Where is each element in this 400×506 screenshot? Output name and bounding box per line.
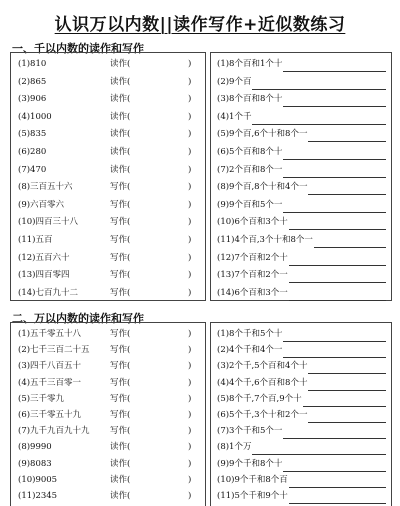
question-row <box>18 423 203 439</box>
question-row <box>18 232 203 248</box>
question-row <box>18 488 203 504</box>
question-number: (4)五千三百零一 <box>18 377 82 388</box>
question-number: (1)五千零五十八 <box>18 329 82 339</box>
question-row <box>18 214 203 230</box>
answer-blank[interactable] <box>289 273 386 283</box>
question-text: (14)6个百和3个一 <box>217 287 288 298</box>
answer-blank[interactable] <box>283 462 386 472</box>
question-row <box>18 126 203 142</box>
answer-blank[interactable] <box>283 348 386 358</box>
answer-blank[interactable] <box>289 494 386 504</box>
question-row <box>18 358 203 374</box>
question-row <box>18 144 203 160</box>
answer-close-paren: ) <box>188 217 192 228</box>
question-row <box>217 214 389 230</box>
answer-instruction: 写作( <box>110 329 131 339</box>
worksheet-title: 认识万以内数||读作写作+近似数练习 <box>54 15 346 35</box>
question-row <box>217 285 389 301</box>
answer-instruction: 写作( <box>110 182 131 193</box>
answer-close-paren: ) <box>188 199 192 210</box>
question-number: (1)810 <box>18 59 47 69</box>
answer-close-paren: ) <box>188 287 192 298</box>
answer-close-paren: ) <box>188 76 192 87</box>
answer-blank[interactable] <box>283 168 386 178</box>
question-number: (11)五百 <box>18 235 53 245</box>
question-number: (2)七千三百二十五 <box>18 345 90 356</box>
answer-instruction: 写作( <box>110 199 131 210</box>
answer-blank[interactable] <box>314 238 386 248</box>
question-text: (4)4个千,6个百和8个十 <box>217 377 308 388</box>
section1-right-panel <box>210 52 392 301</box>
question-number: (14)七百九十二 <box>18 287 78 298</box>
question-row <box>18 91 203 107</box>
question-text: (7)3个千和5个一 <box>217 426 283 437</box>
section2-heading: 二、万以内数的读作和写作 <box>12 312 144 325</box>
question-row <box>18 74 203 90</box>
answer-close-paren: ) <box>188 111 192 122</box>
question-text: (13)7个百和2个一 <box>217 270 288 281</box>
answer-blank[interactable] <box>252 115 386 125</box>
answer-instruction: 写作( <box>110 235 131 245</box>
question-row <box>217 423 389 439</box>
answer-close-paren: ) <box>188 458 192 469</box>
answer-close-paren: ) <box>188 147 192 157</box>
question-text: (8)1个万 <box>217 442 252 453</box>
answer-close-paren: ) <box>188 270 192 281</box>
question-number: (5)三千零九 <box>18 393 65 404</box>
question-number: (8)9990 <box>18 442 52 453</box>
question-row <box>217 74 389 90</box>
question-text: (8)9个百,8个十和4个一 <box>217 182 308 193</box>
answer-close-paren: ) <box>188 235 192 245</box>
answer-close-paren: ) <box>188 361 192 372</box>
answer-instruction: 写作( <box>110 410 131 420</box>
question-number: (9)8083 <box>18 458 52 469</box>
question-row <box>217 342 389 358</box>
question-number: (10)四百三十八 <box>18 217 78 228</box>
question-row <box>217 375 389 391</box>
answer-close-paren: ) <box>188 474 192 485</box>
question-row <box>217 91 389 107</box>
question-row <box>18 326 203 342</box>
answer-instruction: 写作( <box>110 217 131 228</box>
answer-blank[interactable] <box>308 185 386 195</box>
answer-close-paren: ) <box>188 410 192 420</box>
answer-close-paren: ) <box>188 426 192 437</box>
question-row <box>18 456 203 472</box>
answer-blank[interactable] <box>283 97 386 107</box>
question-row <box>217 439 389 455</box>
answer-blank[interactable] <box>252 445 386 455</box>
question-row <box>18 407 203 423</box>
answer-instruction: 写作( <box>110 270 131 281</box>
question-row <box>217 162 389 178</box>
question-text: (11)4个百,3个十和8个一 <box>217 235 313 245</box>
question-text: (10)6个百和3个十 <box>217 217 288 228</box>
question-row <box>217 407 389 423</box>
question-row <box>217 472 389 488</box>
question-row <box>18 342 203 358</box>
question-number: (7)九千九百九十九 <box>18 426 90 437</box>
answer-instruction: 读作( <box>110 59 131 69</box>
question-row <box>18 375 203 391</box>
question-text: (1)8个千和5个十 <box>217 329 283 339</box>
question-row <box>18 56 203 72</box>
question-row <box>18 250 203 266</box>
question-text: (6)5个千,3个十和2个一 <box>217 410 308 420</box>
answer-instruction: 写作( <box>110 345 131 356</box>
question-row <box>217 109 389 125</box>
answer-close-paren: ) <box>188 164 192 175</box>
answer-close-paren: ) <box>188 182 192 193</box>
answer-blank[interactable] <box>289 291 386 301</box>
answer-blank[interactable] <box>283 62 386 72</box>
answer-blank[interactable] <box>283 332 386 342</box>
question-number: (9)六百零六 <box>18 199 65 210</box>
question-number: (3)四千八百五十 <box>18 361 82 372</box>
answer-instruction: 读作( <box>110 458 131 469</box>
answer-close-paren: ) <box>188 491 192 501</box>
question-text: (9)9个百和5个一 <box>217 199 283 210</box>
question-text: (2)9个百 <box>217 76 252 87</box>
question-number: (7)470 <box>18 164 47 175</box>
question-text: (4)1个千 <box>217 111 252 122</box>
answer-instruction: 写作( <box>110 361 131 372</box>
answer-close-paren: ) <box>188 94 192 105</box>
answer-close-paren: ) <box>188 393 192 404</box>
question-row <box>217 488 389 504</box>
question-number: (13)四百零四 <box>18 270 70 281</box>
question-row <box>18 179 203 195</box>
question-text: (2)4个千和4个一 <box>217 345 283 356</box>
answer-instruction: 写作( <box>110 252 131 263</box>
section2-right-panel <box>210 322 392 506</box>
question-row <box>18 439 203 455</box>
answer-instruction: 读作( <box>110 76 131 87</box>
question-text: (3)2个千,5个百和4个十 <box>217 361 308 372</box>
answer-blank[interactable] <box>283 150 386 160</box>
answer-instruction: 写作( <box>110 287 131 298</box>
section2-left-panel <box>10 322 206 506</box>
question-row <box>217 456 389 472</box>
question-text: (9)9个千和8个十 <box>217 458 283 469</box>
question-row <box>217 232 389 248</box>
answer-close-paren: ) <box>188 377 192 388</box>
answer-blank[interactable] <box>289 220 386 230</box>
question-row <box>217 358 389 374</box>
question-text: (12)7个百和2个十 <box>217 252 288 263</box>
question-number: (12)五百六十 <box>18 252 70 263</box>
answer-instruction: 读作( <box>110 94 131 105</box>
answer-blank[interactable] <box>252 80 386 90</box>
answer-instruction: 读作( <box>110 474 131 485</box>
question-row <box>18 267 203 283</box>
question-row <box>217 179 389 195</box>
answer-instruction: 写作( <box>110 393 131 404</box>
question-number: (2)865 <box>18 76 47 87</box>
question-text: (1)8个百和1个十 <box>217 59 283 69</box>
answer-instruction: 读作( <box>110 164 131 175</box>
answer-blank[interactable] <box>308 364 386 374</box>
question-row <box>217 391 389 407</box>
question-number: (4)1000 <box>18 111 52 122</box>
question-number: (11)2345 <box>18 491 58 501</box>
section1-left-panel <box>10 52 206 301</box>
question-row <box>217 126 389 142</box>
question-number: (5)835 <box>18 129 47 140</box>
answer-instruction: 读作( <box>110 129 131 140</box>
question-text: (7)2个百和8个一 <box>217 164 283 175</box>
question-row <box>217 56 389 72</box>
question-number: (6)三千零五十九 <box>18 410 82 420</box>
question-row <box>217 197 389 213</box>
question-row <box>217 250 389 266</box>
question-row <box>18 197 203 213</box>
question-row <box>217 144 389 160</box>
question-row <box>217 326 389 342</box>
question-text: (11)5个千和9个十 <box>217 491 288 501</box>
question-row <box>18 472 203 488</box>
question-text: (10)9个千和8个百 <box>217 474 288 485</box>
question-row <box>18 109 203 125</box>
answer-blank[interactable] <box>283 203 386 213</box>
answer-blank[interactable] <box>289 478 386 488</box>
answer-close-paren: ) <box>188 129 192 140</box>
question-number: (3)906 <box>18 94 47 105</box>
answer-blank[interactable] <box>308 381 386 391</box>
question-number: (10)9005 <box>18 474 58 485</box>
question-row <box>18 162 203 178</box>
question-row <box>217 267 389 283</box>
question-text: (5)8个千,7个百,9个十 <box>217 393 302 404</box>
question-text: (3)8个百和8个十 <box>217 94 283 105</box>
question-text: (6)5个百和8个十 <box>217 147 283 157</box>
answer-instruction: 读作( <box>110 111 131 122</box>
answer-blank[interactable] <box>283 429 386 439</box>
answer-close-paren: ) <box>188 329 192 339</box>
answer-blank[interactable] <box>308 413 386 423</box>
question-row <box>18 391 203 407</box>
answer-instruction: 读作( <box>110 147 131 157</box>
answer-instruction: 读作( <box>110 442 131 453</box>
answer-blank[interactable] <box>289 256 386 266</box>
answer-close-paren: ) <box>188 442 192 453</box>
answer-blank[interactable] <box>308 132 386 142</box>
section1-heading: 一、千以内数的读作和写作 <box>12 42 144 55</box>
question-text: (5)9个百,6个十和8个一 <box>217 129 308 140</box>
question-row <box>18 285 203 301</box>
question-number: (6)280 <box>18 147 47 157</box>
answer-close-paren: ) <box>188 59 192 69</box>
question-number: (8)三百五十六 <box>18 182 73 193</box>
answer-close-paren: ) <box>188 252 192 263</box>
answer-instruction: 读作( <box>110 491 131 501</box>
answer-instruction: 写作( <box>110 377 131 388</box>
answer-instruction: 写作( <box>110 426 131 437</box>
answer-blank[interactable] <box>303 397 386 407</box>
answer-close-paren: ) <box>188 345 192 356</box>
